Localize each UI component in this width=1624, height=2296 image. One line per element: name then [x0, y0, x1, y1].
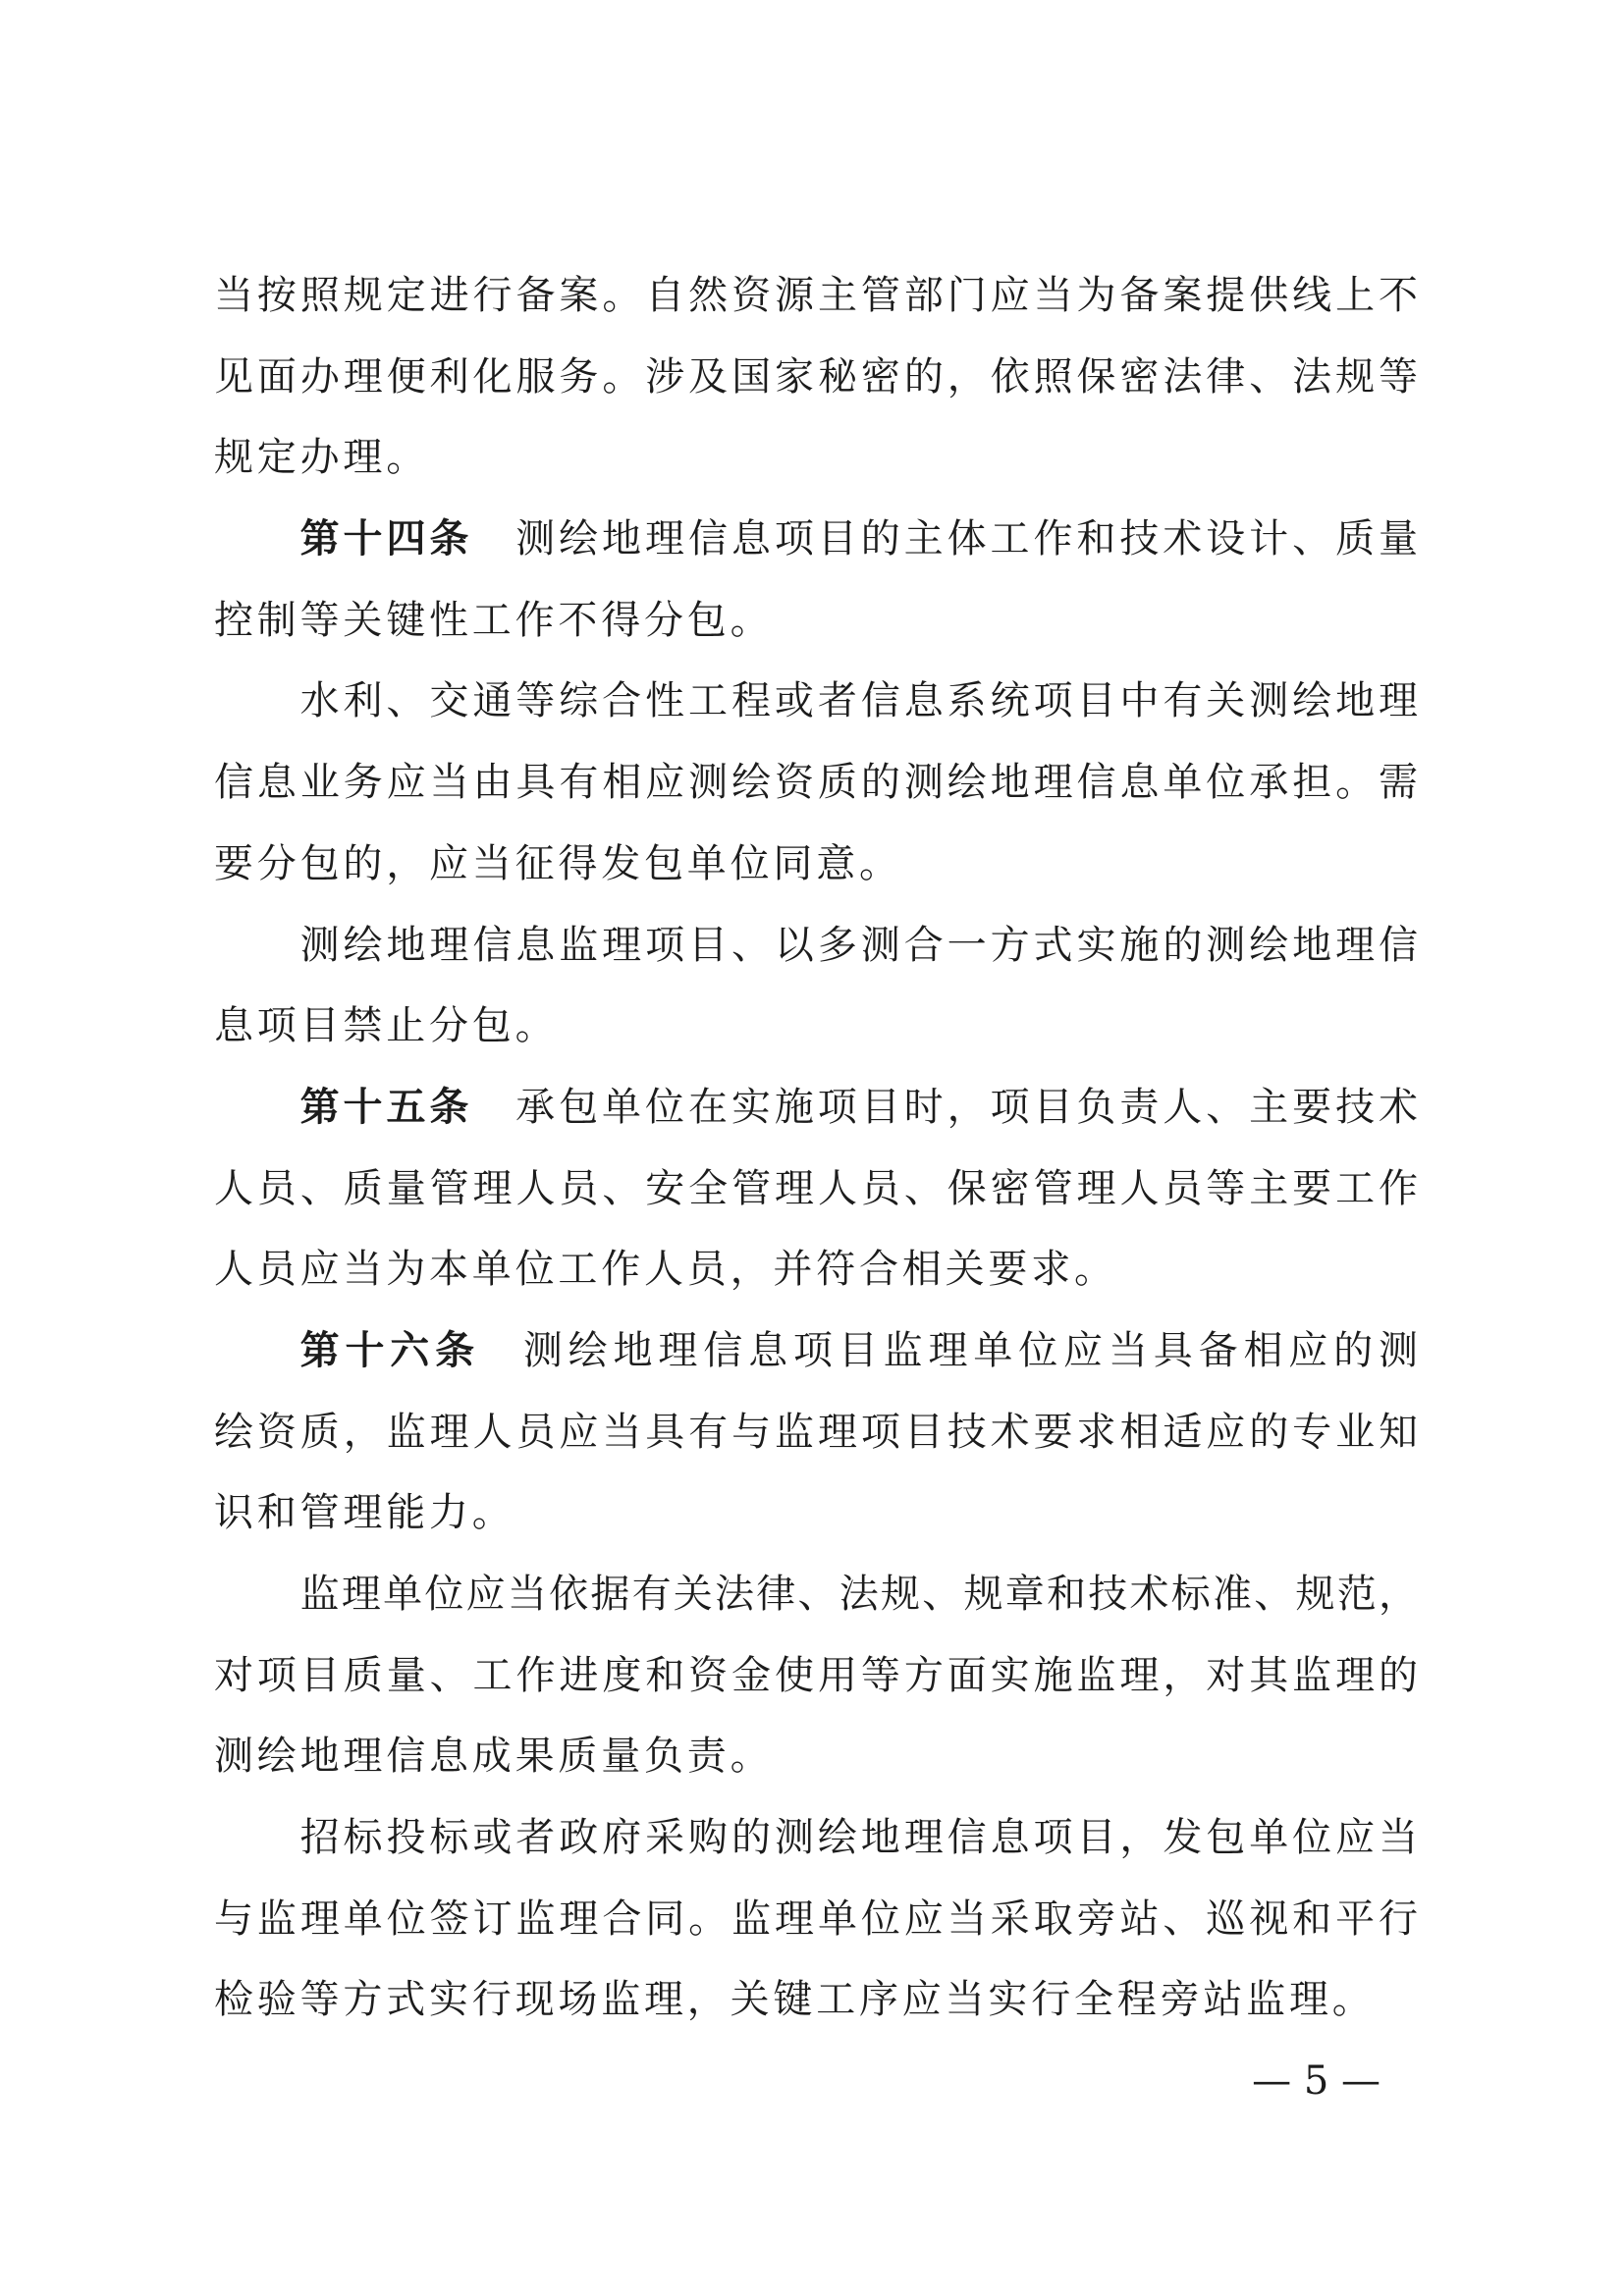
text-line: 识和管理能力。: [214, 1490, 515, 1536]
paragraph-article-14: [214, 499, 1418, 661]
text-line: 人员应当为本单位工作人员，并符合相关要求。: [214, 1247, 1117, 1293]
paragraph: [214, 255, 1418, 499]
paragraph: [214, 905, 1418, 1067]
article-text: 承包单位在实施项目时，项目负责人、主要技术: [515, 1084, 1419, 1130]
page-number: — 5 —: [1252, 2058, 1380, 2104]
text-line: 人员、质量管理人员、安全管理人员、保密管理人员等主要工作: [214, 1165, 1418, 1211]
paragraph-article-16: [214, 1310, 1418, 1554]
article-number: 第十四条: [299, 515, 473, 562]
text-line: 规定办理。: [214, 435, 429, 481]
text-line: 招标投标或者政府采购的测绘地理信息项目，发包单位应当: [299, 1815, 1418, 1861]
text-line: 控制等关键性工作不得分包。: [214, 597, 774, 643]
text-line: 息项目禁止分包。: [214, 1003, 559, 1049]
text-line: 监理单位应当依据有关法律、法规、规章和技术标准、规范，: [299, 1572, 1418, 1617]
paragraph: [214, 1797, 1418, 2041]
text-line: [214, 1310, 1418, 1392]
text-line: [214, 499, 1418, 580]
text-line: 绘资质，监理人员应当具有与监理项目技术要求相适应的专业知: [214, 1409, 1418, 1455]
paragraph: [214, 661, 1418, 904]
text-line: 当按照规定进行备案。自然资源主管部门应当为备案提供线上不: [214, 273, 1418, 318]
text-line: 测绘地理信息成果质量负责。: [214, 1734, 774, 1780]
paragraph-article-15: [214, 1067, 1418, 1310]
text-line: 测绘地理信息监理项目、以多测合一方式实施的测绘地理信: [299, 922, 1418, 968]
article-number: 第十五条: [299, 1083, 473, 1130]
text-line: 检验等方式实行现场监理，关键工序应当实行全程旁站监理。: [214, 1977, 1376, 2023]
article-number: 第十六条: [299, 1326, 481, 1373]
text-line: [214, 1067, 1418, 1148]
text-line: 要分包的，应当征得发包单位同意。: [214, 840, 902, 886]
text-line: 见面办理便利化服务。涉及国家秘密的，依照保密法律、法规等: [214, 353, 1418, 400]
text-line: 对项目质量、工作进度和资金使用等方面实施监理，对其监理的: [214, 1652, 1418, 1698]
article-text: 测绘地理信息项目监理单位应当具备相应的测: [522, 1327, 1419, 1373]
article-text: 测绘地理信息项目的主体工作和技术设计、质量: [515, 516, 1419, 562]
paragraph: [214, 1554, 1418, 1797]
text-line: 信息业务应当由具有相应测绘资质的测绘地理信息单位承担。需: [214, 760, 1418, 806]
text-line: 与监理单位签订监理合同。监理单位应当采取旁站、巡视和平行: [214, 1896, 1418, 1942]
body-text: [214, 255, 1418, 2041]
text-line: 水利、交通等综合性工程或者信息系统项目中有关测绘地理: [299, 678, 1418, 724]
